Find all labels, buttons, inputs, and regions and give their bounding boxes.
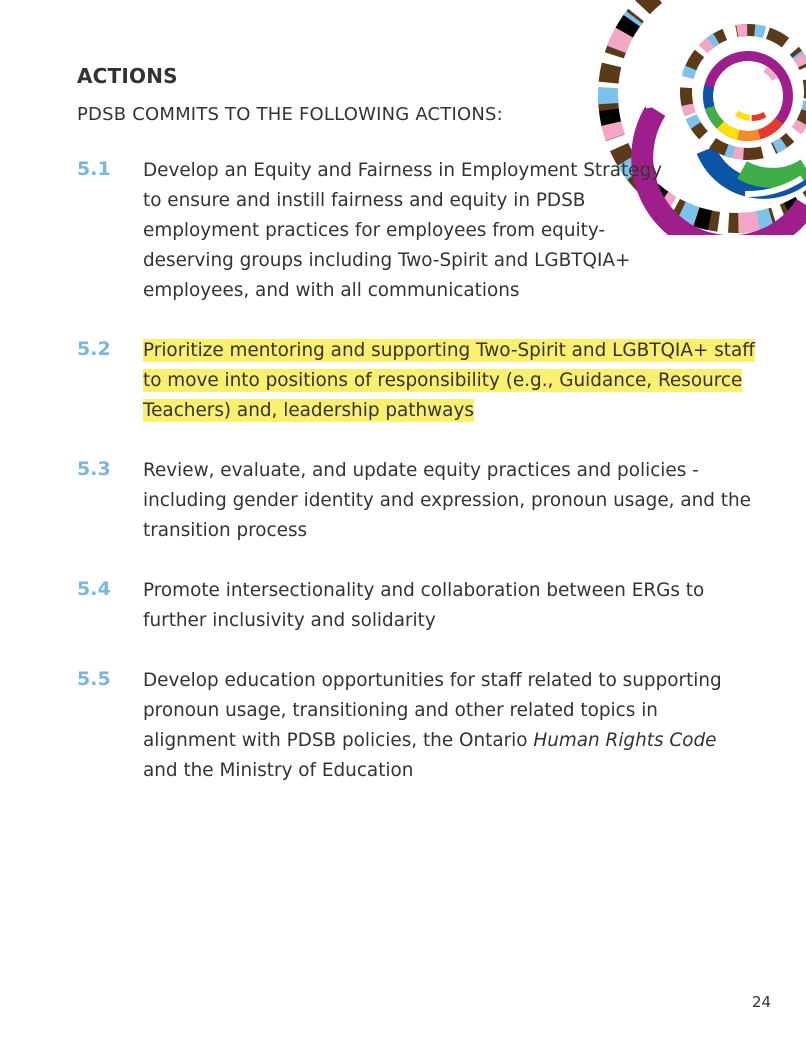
- action-number: 5.3: [77, 458, 111, 480]
- action-text-content: Review, evaluate, and update equity practices and policies - including gender identity and expression, pronoun usage, and the transition process: [143, 460, 751, 541]
- page-number: 24: [752, 993, 772, 1011]
- page-heading: ACTIONS: [77, 64, 178, 88]
- action-number: 5.2: [77, 338, 111, 360]
- action-number: 5.4: [77, 578, 111, 600]
- page-subheading: PDSB COMMITS TO THE FOLLOWING ACTIONS:: [77, 104, 503, 125]
- action-text-content: and the Ministry of Education: [143, 760, 414, 781]
- action-text-content: Promote intersectionality and collaboration between ERGs to further inclusivity and solidarity: [143, 580, 705, 631]
- action-text: [143, 156, 683, 306]
- action-text: [143, 456, 755, 546]
- action-text: [143, 576, 755, 636]
- action-text-content: Develop education opportunities for staff related to supporting pronoun usage, transitioning and other related topics in alignment with PDSB policies, the Ontario: [143, 670, 722, 751]
- action-text: [143, 336, 755, 426]
- law-title: Human Rights Code: [533, 730, 717, 751]
- highlighted-action-text: Prioritize mentoring and supporting Two-Spirit and LGBTQIA+ staff to move into positions of responsibility (e.g., Guidance, Resource Teachers) and, leadership pathways: [143, 340, 755, 421]
- action-text: [143, 666, 755, 786]
- action-number: 5.1: [77, 158, 111, 180]
- action-text-content: Develop an Equity and Fairness in Employment Strategy to ensure and instill fairness and equity in PDSB employment practices for employees from equity-deserving groups including Two-Spirit and LGBTQIA+ employees, and with all communications: [143, 160, 663, 301]
- action-number: 5.5: [77, 668, 111, 690]
